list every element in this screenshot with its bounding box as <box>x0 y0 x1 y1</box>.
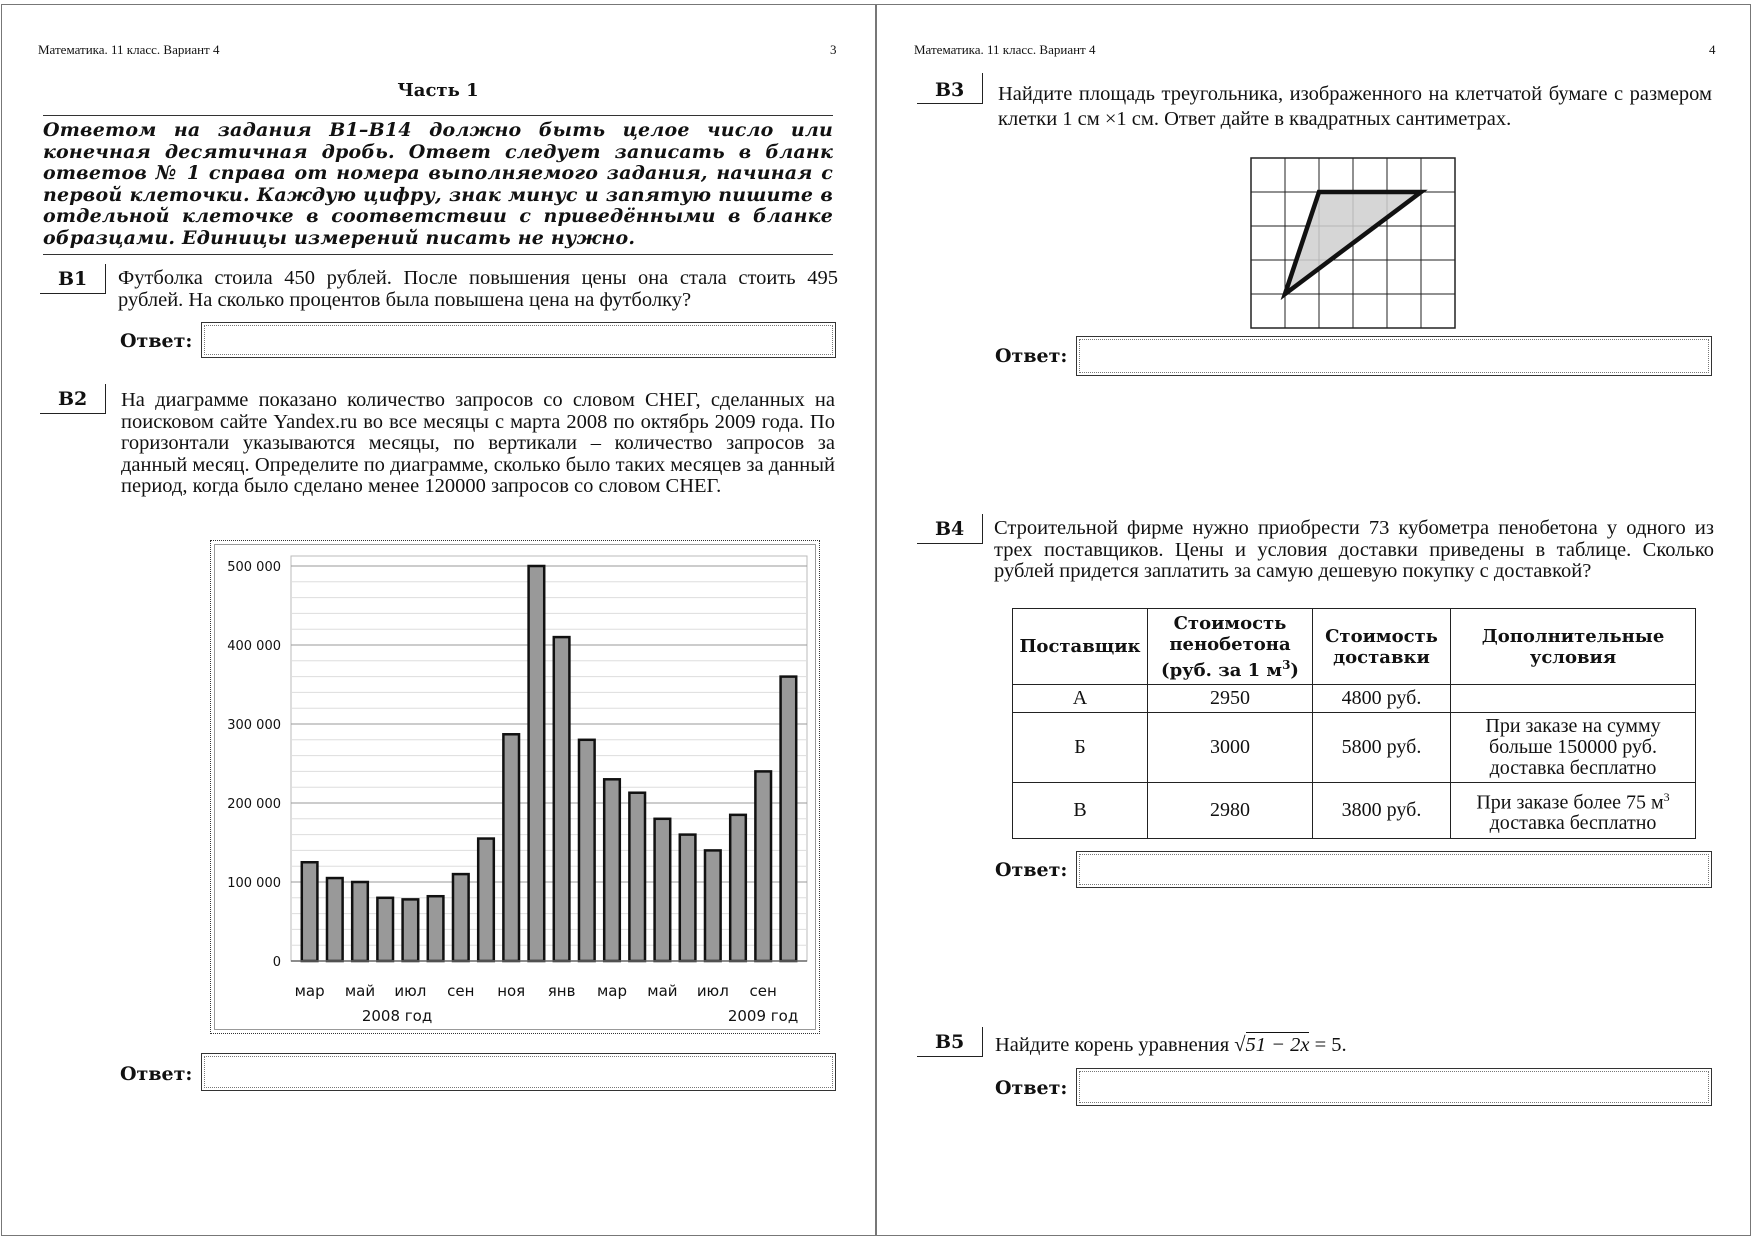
y-tick-label: 200 000 <box>227 797 281 812</box>
table-cell <box>1451 685 1696 713</box>
right-page-number: 4 <box>1709 42 1716 57</box>
table-cell: 3000 <box>1148 713 1313 783</box>
answer-label-b5: Ответ: <box>995 1077 1068 1099</box>
bar-chart <box>211 541 821 1035</box>
bar <box>604 779 620 961</box>
table-header-row <box>1013 609 1696 685</box>
task-text-b3: Найдите площадь треугольника, изображенного на клетчатой бумаге с размером клетки 1 см ×1 см. Ответ дайте в квадратных сантиметрах. <box>998 83 1712 130</box>
equation: √51 − 2x = 5. <box>1234 1034 1347 1056</box>
bar <box>327 878 343 961</box>
divider <box>43 254 833 255</box>
table-header: Дополнительные условия <box>1451 609 1696 685</box>
bar <box>629 793 645 961</box>
answer-field-b5[interactable] <box>1076 1068 1712 1106</box>
answer-label-b1: Ответ: <box>120 330 193 352</box>
instructions: Ответом на задания В1–В14 должно быть целое число или конечная десятичная дробь. Ответ следует записать в бланк ответов № 1 справа от номера выполняемого задания, начиная с первой клеточки. Каждую цифру, знак минус и запятую пишите в отдельной клеточке в соответствии с приведёнными в бланке образцами. Единицы измерений писать не нужно. <box>43 119 833 249</box>
x-tick-label: мар <box>294 982 325 1000</box>
table-cell: При заказе на сумму больше 150000 руб. доставка бесплатно <box>1451 713 1696 783</box>
x-tick-label: мар <box>596 982 628 1000</box>
task-label-b1: В1 <box>58 268 88 290</box>
x-tick-label: янв <box>547 982 576 1000</box>
answer-label-b2: Ответ: <box>120 1063 193 1085</box>
bar <box>705 850 721 961</box>
table-header: Стоимость доставки <box>1313 609 1451 685</box>
y-tick-label: 400 000 <box>227 639 281 654</box>
table-cell: 4800 руб. <box>1313 685 1451 713</box>
bar <box>579 740 595 961</box>
y-tick-label: 500 000 <box>227 560 281 575</box>
bar <box>730 815 746 961</box>
bar <box>403 899 419 961</box>
bar <box>554 637 570 961</box>
answer-label-b4: Ответ: <box>995 859 1068 881</box>
x-tick-label: июл <box>696 982 729 1000</box>
task-label-b5: В5 <box>935 1031 965 1053</box>
task-label-b4: В4 <box>935 518 965 540</box>
x-tick-label: сен <box>447 982 475 1000</box>
bar <box>655 819 671 961</box>
y-tick-label: 300 000 <box>227 718 281 733</box>
table-cell: 2950 <box>1148 685 1313 713</box>
bar <box>453 874 469 961</box>
y-tick-label: 0 <box>272 955 281 970</box>
table-cell: Б <box>1013 713 1148 783</box>
answer-field-b1[interactable] <box>201 322 836 358</box>
table-header: Поставщик <box>1013 609 1148 685</box>
right-page-header: Математика. 11 класс. Вариант 4 <box>914 42 1096 57</box>
year-label: 2009 год <box>727 1007 799 1025</box>
divider <box>43 115 833 116</box>
left-page-header: Математика. 11 класс. Вариант 4 <box>38 42 220 57</box>
x-tick-label: май <box>647 982 678 1000</box>
bar <box>781 677 797 961</box>
bar <box>478 839 494 961</box>
x-tick-label: июл <box>394 982 427 1000</box>
suppliers-table <box>1012 608 1696 839</box>
table-row <box>1013 783 1696 839</box>
task-text-b1: Футболка стоила 450 рублей. После повышения цены она стала стоить 495 рублей. На сколько процентов была повышена цена на футболку? <box>118 267 838 311</box>
table-row <box>1013 685 1696 713</box>
bar <box>377 898 393 961</box>
task-text-b2: На диаграмме показано количество запросов со словом СНЕГ, сделанных на поисковом сайте Yandex.ru во все месяцы с марта 2008 по октябрь 2009 года. По горизонтали указываются месяцы, по вертикали – количество запросов за данный месяц. Определите по диаграмме, сколько было таких месяцев за данный период, когда было сделано менее 120000 запросов со словом СНЕГ. <box>121 389 835 497</box>
table-cell: При заказе более 75 $м^3$ доставка бесплатно <box>1451 783 1696 839</box>
table-cell: 5800 руб. <box>1313 713 1451 783</box>
bar <box>529 566 545 961</box>
answer-field-b2[interactable] <box>201 1053 836 1091</box>
bar <box>352 882 368 961</box>
left-page-number: 3 <box>830 42 837 57</box>
task-text-b5: Найдите корень уравнения √51 − 2x = 5. <box>995 1034 1347 1056</box>
part-title: Часть 1 <box>397 80 479 101</box>
bar <box>302 862 318 961</box>
task-text-b4: Строительной фирме нужно приобрести 73 кубометра пенобетона у одного из трех поставщиков. Цены и условия доставки приведены в таблице. Сколько рублей придется заплатить за самую дешевую покупку с доставкой? <box>994 517 1714 582</box>
answer-field-b4[interactable] <box>1076 851 1712 888</box>
y-tick-label: 100 000 <box>227 876 281 891</box>
task-label-b2: В2 <box>58 388 88 410</box>
table-row <box>1013 713 1696 783</box>
grid-triangle-figure <box>1250 157 1460 329</box>
year-label: 2008 год <box>361 1007 433 1025</box>
answer-field-b3[interactable] <box>1076 336 1712 376</box>
table-cell: В <box>1013 783 1148 839</box>
table-cell: А <box>1013 685 1148 713</box>
x-tick-label: ноя <box>497 982 526 1000</box>
answer-label-b3: Ответ: <box>995 345 1068 367</box>
bar <box>503 734 519 961</box>
chart-frame <box>210 540 820 1034</box>
bar <box>755 771 771 961</box>
x-tick-label: май <box>344 982 376 1000</box>
bar <box>680 835 696 961</box>
bar <box>428 896 444 961</box>
table-header: Стоимость пенобетона (руб. за 1 $м^3$) <box>1148 609 1313 685</box>
table-cell: 2980 <box>1148 783 1313 839</box>
task-label-b3: В3 <box>935 79 965 101</box>
table-cell: 3800 руб. <box>1313 783 1451 839</box>
x-tick-label: сен <box>749 982 777 1000</box>
